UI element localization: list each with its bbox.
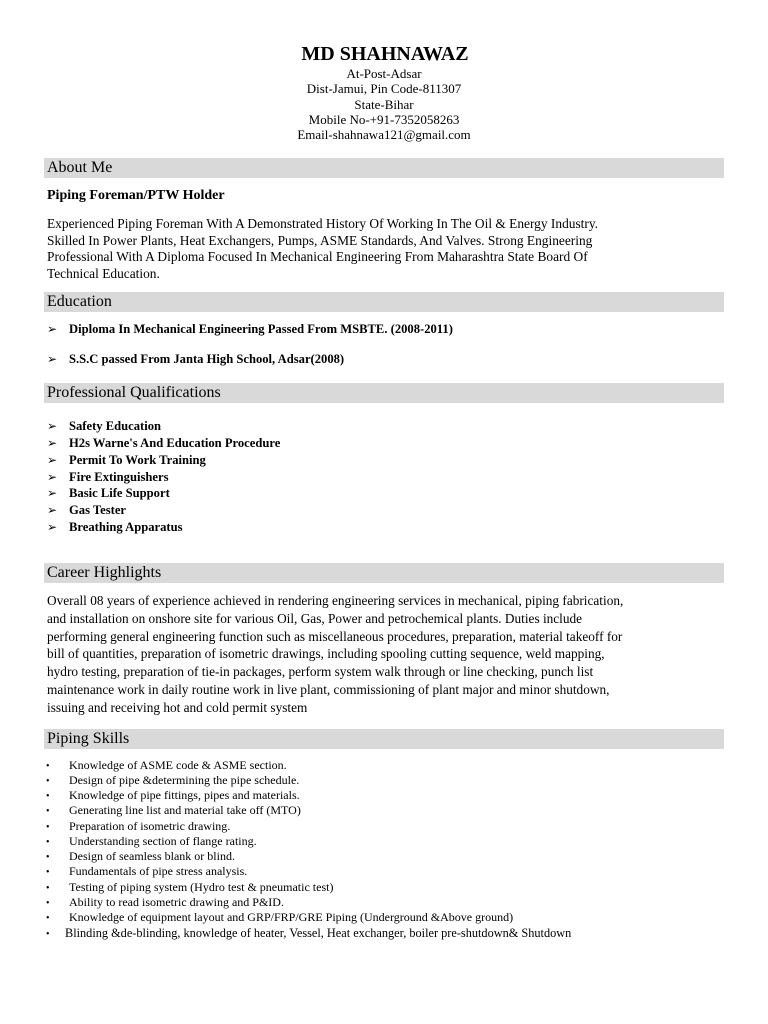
qualification-item: ➢ Basic Life Support: [47, 486, 170, 500]
bullet-dot-icon: •: [46, 776, 50, 787]
career-line: hydro testing, preparation of tie-in packages, perform system walk through or line checking, punch list: [47, 664, 594, 680]
bullet-dot-icon: •: [46, 822, 50, 833]
qualifications-section-header: [44, 383, 724, 403]
bullet-dot-icon: •: [46, 867, 50, 878]
skill-item: • Design of seamless blank or blind.: [46, 849, 235, 865]
mobile-number: Mobile No-+91-7352058263: [308, 111, 460, 127]
skill-item: • Knowledge of pipe fittings, pipes and materials.: [46, 788, 300, 804]
about-line: Experienced Piping Foreman With A Demonstrated History Of Working In The Oil & Energy Industry.: [47, 216, 599, 231]
skills-heading: Piping Skills: [47, 730, 130, 747]
address-line-1: At-Post-Adsar: [346, 66, 422, 81]
address-line-2: Dist-Jamui, Pin Code-811307: [306, 81, 462, 97]
qualification-item: ➢ Fire Extinguishers: [47, 470, 169, 484]
about-paragraph: [47, 216, 727, 282]
bullet-dot-icon: •: [46, 883, 50, 894]
bullet-dot-icon: •: [46, 806, 50, 817]
arrow-bullet-icon: ➢: [47, 470, 58, 484]
qualification-item: ➢ Permit To Work Training: [47, 453, 206, 467]
career-line: and installation on onshore site for various Oil, Gas, Power and petrochemical plants. Duties include: [47, 610, 583, 626]
about-heading: About Me: [47, 159, 113, 176]
education-item: ➢ Diploma In Mechanical Engineering Passed From MSBTE. (2008-2011): [47, 322, 453, 336]
career-line: Overall 08 years of experience achieved in rendering engineering services in mechanical, piping fabrication,: [47, 593, 624, 608]
skill-item: • Fundamentals of pipe stress analysis.: [46, 864, 247, 880]
skill-item: • Knowledge of ASME code & ASME section.: [46, 758, 287, 774]
job-title: Piping Foreman/PTW Holder: [47, 188, 225, 203]
career-line: bill of quantities, preparation of isometric drawings, including spooling cutting sequence, weld mapping,: [47, 646, 605, 662]
qualification-item: ➢ Gas Tester: [47, 503, 127, 517]
skill-item: • Understanding section of flange rating.: [46, 834, 257, 850]
skill-item: • Blinding &de-blinding, knowledge of heater, Vessel, Heat exchanger, boiler pre-shutdown& Shutdown: [46, 926, 571, 942]
qualification-item: ➢ H2s Warne's And Education Procedure: [47, 436, 281, 450]
skill-item: • Knowledge of equipment layout and GRP/FRP/GRE Piping (Underground &Above ground): [46, 910, 513, 926]
bullet-dot-icon: •: [46, 791, 50, 802]
career-paragraph: [47, 592, 727, 717]
bullet-dot-icon: •: [46, 913, 50, 924]
arrow-bullet-icon: ➢: [47, 436, 58, 450]
skill-item: • Design of pipe &determining the pipe schedule.: [46, 773, 299, 789]
bullet-dot-icon: •: [46, 898, 50, 909]
skills-section-header: [44, 729, 724, 749]
bullet-dot-icon: •: [46, 761, 50, 772]
bullet-dot-icon: •: [46, 837, 50, 848]
skill-item: • Testing of piping system (Hydro test & pneumatic test): [46, 880, 333, 896]
about-line: Professional With A Diploma Focused In Mechanical Engineering From Maharashtra State Board Of: [47, 249, 588, 265]
qualification-item: ➢ Breathing Apparatus: [47, 520, 183, 534]
career-line: performing general engineering function such as miscellaneous procedures, preparation, material takeoff for: [47, 628, 623, 644]
career-line: issuing and receiving hot and cold permit system: [47, 699, 308, 715]
bullet-dot-icon: •: [46, 929, 50, 940]
skill-item: • Ability to read isometric drawing and P&ID.: [46, 895, 284, 911]
resume-header: [0, 42, 768, 142]
skill-item: • Generating line list and material take off (MTO): [46, 803, 301, 819]
candidate-name: MD SHAHNAWAZ: [301, 43, 469, 65]
arrow-bullet-icon: ➢: [47, 486, 58, 500]
address-line-3: State-Bihar: [354, 96, 414, 112]
about-line: Skilled In Power Plants, Heat Exchangers, Pumps, ASME Standards, And Valves. Strong Engineering: [47, 232, 593, 248]
email-address: Email-shahnawa121@gmail.com: [297, 127, 471, 143]
arrow-bullet-icon: ➢: [47, 322, 58, 336]
arrow-bullet-icon: ➢: [47, 503, 58, 517]
qualification-item: ➢ Safety Education: [47, 419, 162, 433]
education-item: ➢ S.S.C passed From Janta High School, Adsar(2008): [47, 352, 345, 366]
arrow-bullet-icon: ➢: [47, 520, 58, 534]
education-section-header: [44, 292, 724, 312]
arrow-bullet-icon: ➢: [47, 419, 58, 433]
skill-item: • Preparation of isometric drawing.: [46, 819, 230, 835]
qualifications-heading: Professional Qualifications: [47, 384, 221, 401]
arrow-bullet-icon: ➢: [47, 352, 58, 366]
about-section-header: [44, 158, 724, 178]
career-heading: Career Highlights: [47, 564, 162, 581]
bullet-dot-icon: •: [46, 852, 50, 863]
career-line: maintenance work in daily routine work in live plant, commissioning of plant major and minor shutdown,: [47, 681, 610, 697]
education-heading: Education: [47, 293, 112, 310]
career-section-header: [44, 563, 724, 583]
arrow-bullet-icon: ➢: [47, 453, 58, 467]
about-line: Technical Education.: [47, 265, 160, 281]
